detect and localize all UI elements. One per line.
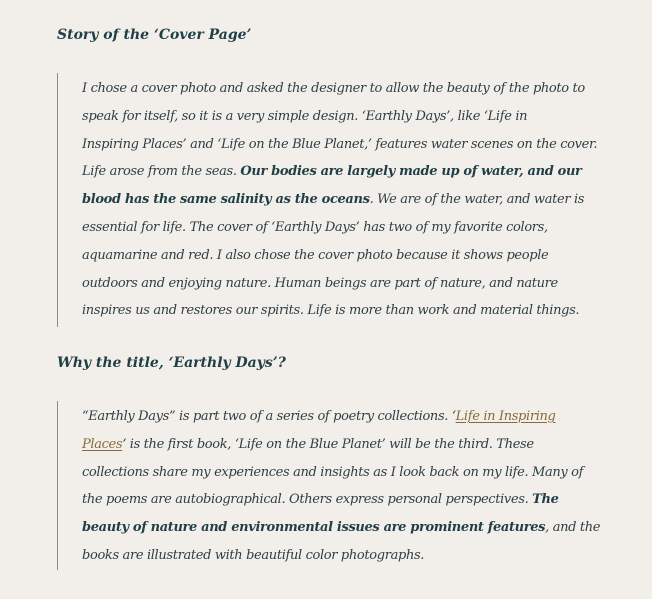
quote-line: aquamarine and red. I also chose the cover photo because it shows people bbox=[82, 247, 549, 263]
quote-line: I chose a cover photo and asked the designer to allow the beauty of the photo to bbox=[82, 81, 585, 96]
title-quote bbox=[57, 401, 602, 570]
quote-line bbox=[82, 403, 602, 431]
cover-page-quote bbox=[57, 73, 602, 327]
life-in-inspiring-places-link[interactable]: Life in Inspiring bbox=[455, 409, 556, 424]
emphasis-text: beauty of nature and environmental issues are prominent features bbox=[82, 520, 546, 536]
quote-text: Life arose from the seas. bbox=[82, 164, 241, 180]
quote-text: , and the bbox=[545, 520, 601, 536]
quote-line: books are illustrated with beautiful color photographs. bbox=[82, 547, 425, 563]
quote-text: the poems are autobiographical. Others express personal perspectives. bbox=[82, 492, 533, 508]
quote-line bbox=[82, 431, 602, 459]
quote-text: . We are of the water, and water is bbox=[369, 192, 585, 208]
quote-text: “Earthly Days” is part two of a series of poetry collections. ‘ bbox=[82, 409, 456, 424]
quote-line bbox=[82, 186, 602, 214]
quote-line bbox=[82, 514, 602, 542]
quote-text: ‘ is the first book, ‘Life on the Blue Planet’ will be the third. These bbox=[122, 436, 534, 452]
quote-line: essential for life. The cover of ‘Earthly Days’ has two of my favorite colors, bbox=[82, 219, 548, 235]
quote-line: collections share my experiences and insights as I look back on my life. Many of bbox=[82, 464, 584, 480]
quote-line: speak for itself, so it is a very simple design. ‘Earthly Days’, like ‘Life in bbox=[82, 108, 528, 124]
section-heading-title: Why the title, ‘Earthly Days’? bbox=[57, 355, 286, 371]
quote-line: inspires us and restores our spirits. Life is more than work and material things. bbox=[82, 303, 580, 319]
quote-line: outdoors and enjoying nature. Human beings are part of nature, and nature bbox=[82, 275, 558, 291]
quote-line: Inspiring Places’ and ‘Life on the Blue Planet,’ features water scenes on the cover. bbox=[82, 136, 598, 152]
quote-line bbox=[82, 486, 602, 514]
quote-line bbox=[82, 158, 602, 186]
section-heading-cover-page: Story of the ‘Cover Page’ bbox=[57, 27, 252, 43]
emphasis-text: Our bodies are largely made up of water, and our bbox=[240, 164, 582, 180]
life-in-inspiring-places-link[interactable]: Places bbox=[82, 436, 123, 452]
emphasis-text: blood has the same salinity as the oceans bbox=[82, 192, 370, 208]
emphasis-text: The bbox=[532, 492, 559, 508]
